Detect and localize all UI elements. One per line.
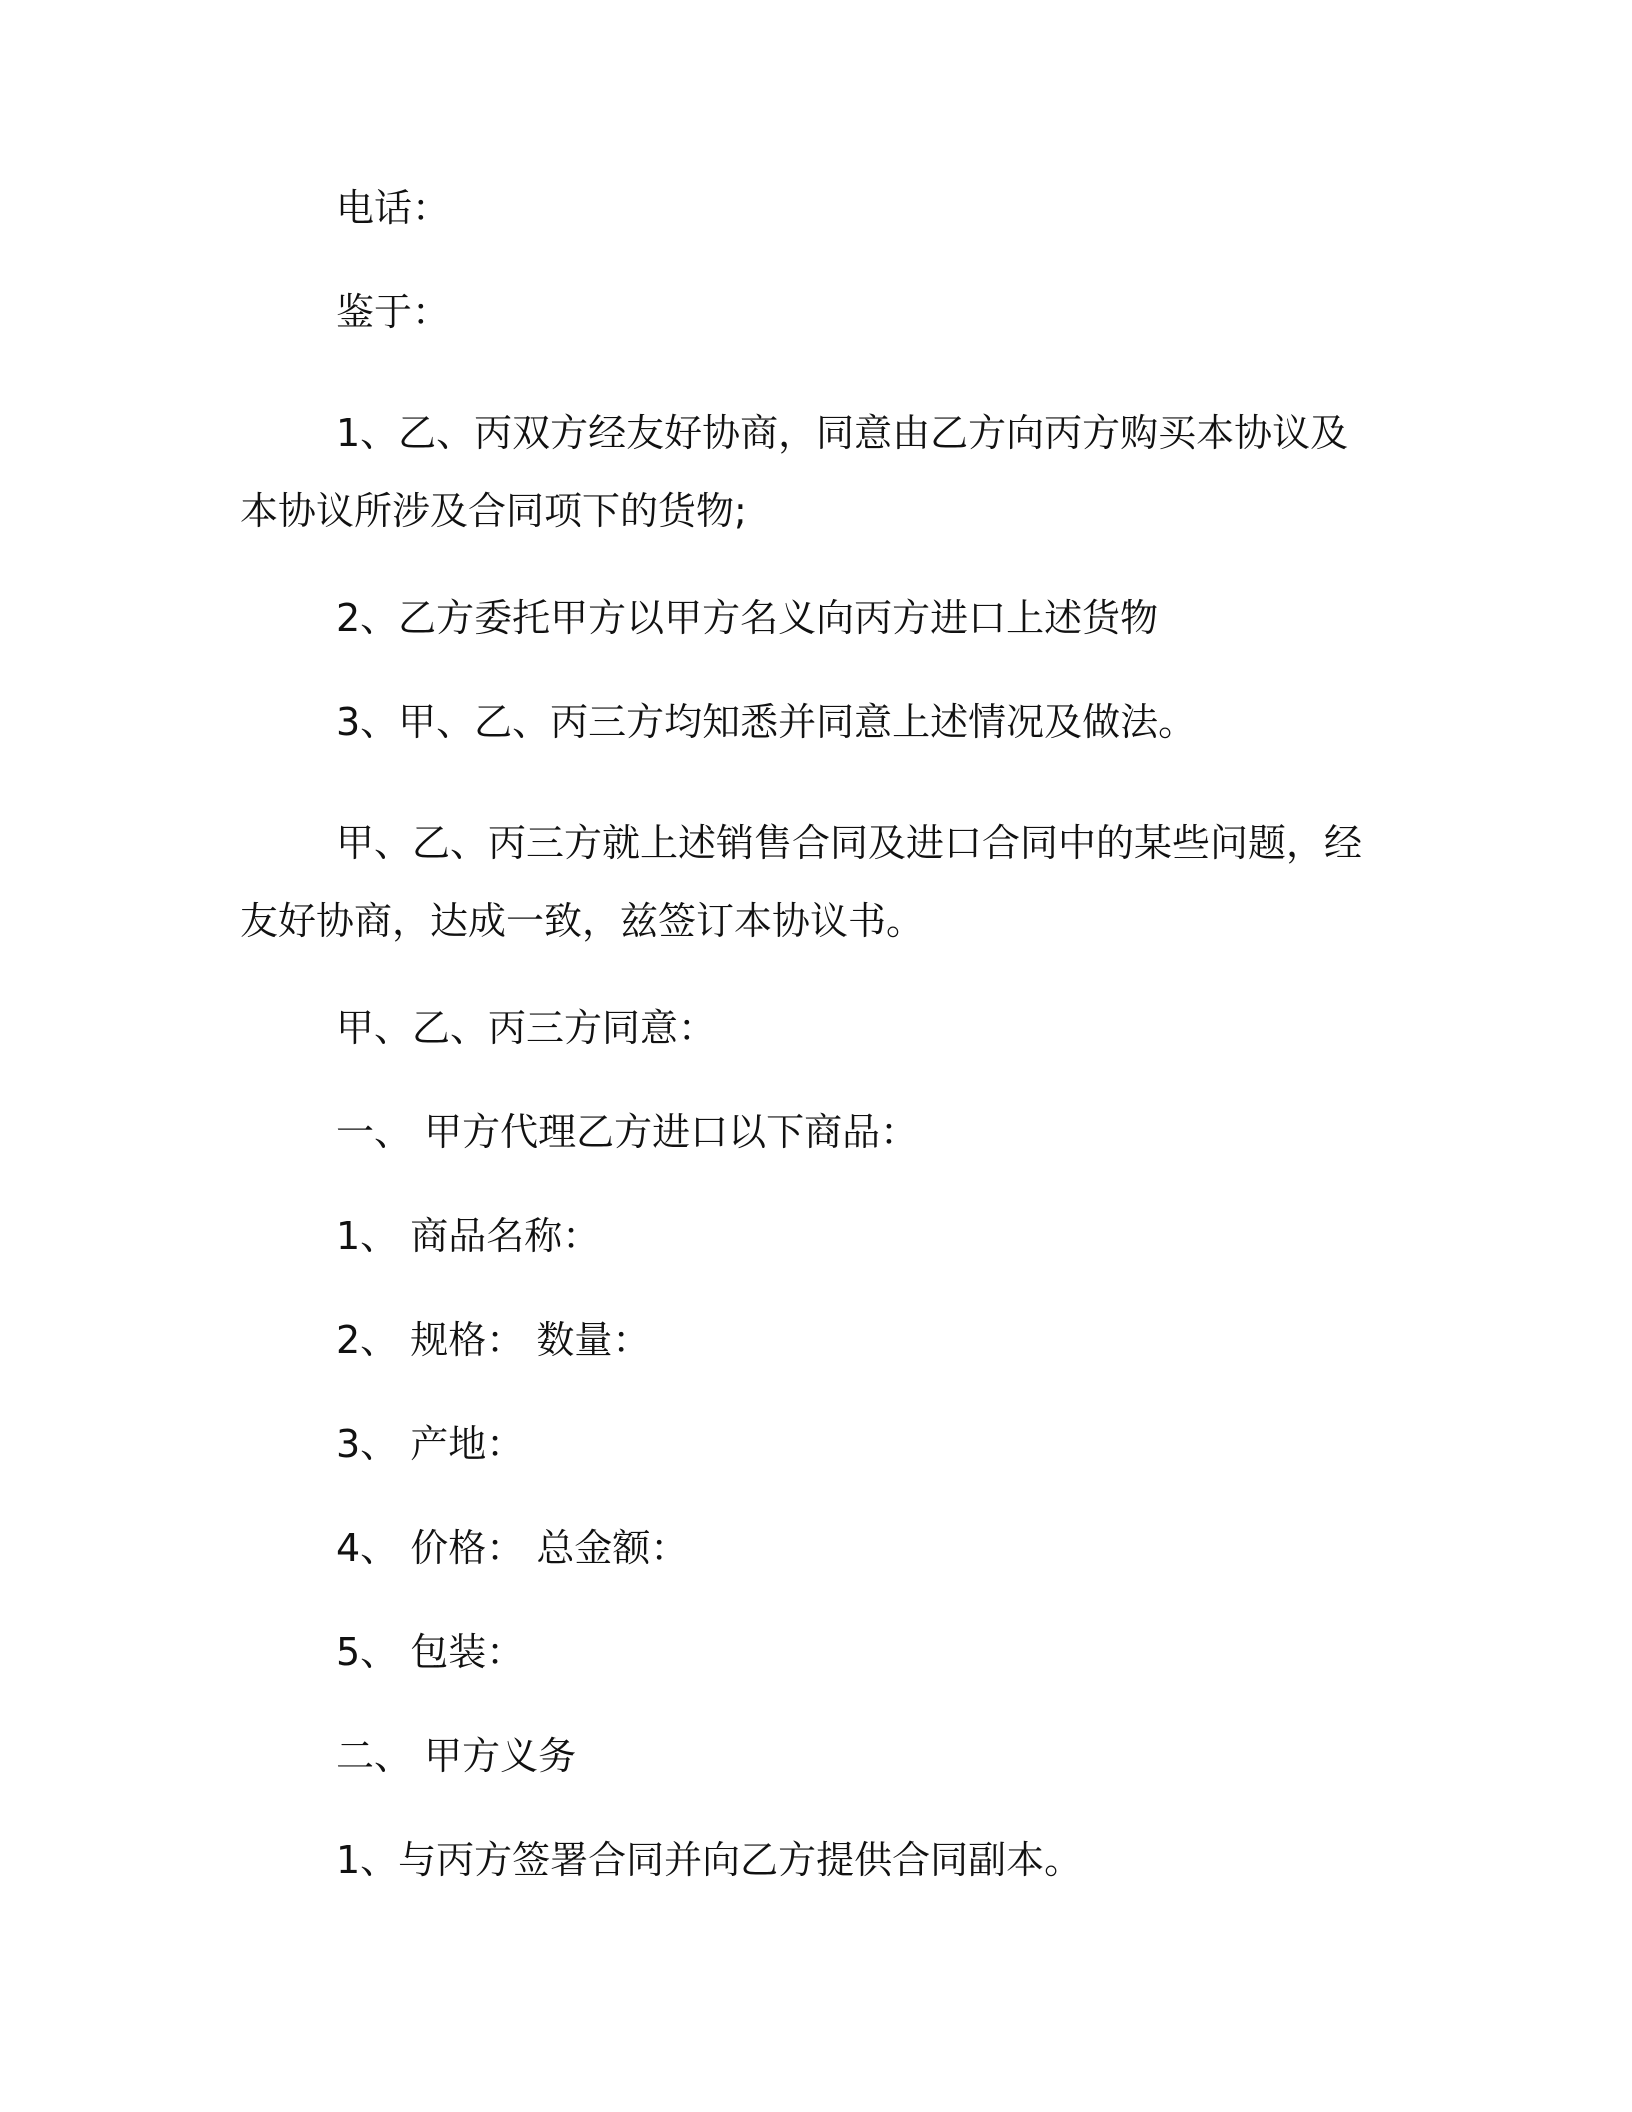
phone-line: 电话：	[336, 186, 451, 230]
item-origin: 3、 产地：	[336, 1422, 525, 1466]
item-packaging: 5、 包装：	[336, 1630, 525, 1674]
recital-3: 3、甲、乙、丙三方均知悉并同意上述情况及做法。	[336, 700, 1197, 744]
parties-agree: 甲、乙、丙三方同意：	[336, 1006, 717, 1050]
section-1-heading: 一、 甲方代理乙方进口以下商品：	[336, 1110, 919, 1154]
whereas-line: 鉴于：	[336, 290, 451, 334]
item-price-total: 4、 价格： 总金额：	[336, 1526, 689, 1570]
section-2-heading: 二、 甲方义务	[336, 1734, 577, 1778]
agreement-intro: 甲、乙、丙三方就上述销售合同及进口合同中的某些问题，经友好协商，达成一致，兹签订本协议书。	[240, 821, 1363, 943]
document-body	[240, 186, 1380, 1942]
item-spec-quantity: 2、 规格： 数量：	[336, 1318, 651, 1362]
item-product-name: 1、 商品名称：	[336, 1214, 601, 1258]
recital-2: 2、乙方委托甲方以甲方名义向丙方进口上述货物	[336, 596, 1159, 640]
recital-1: 1、乙、丙双方经友好协商，同意由乙方向丙方购买本协议及本协议所涉及合同项下的货物;	[240, 411, 1349, 533]
obligation-1: 1、与丙方签署合同并向乙方提供合同副本。	[336, 1838, 1083, 1882]
